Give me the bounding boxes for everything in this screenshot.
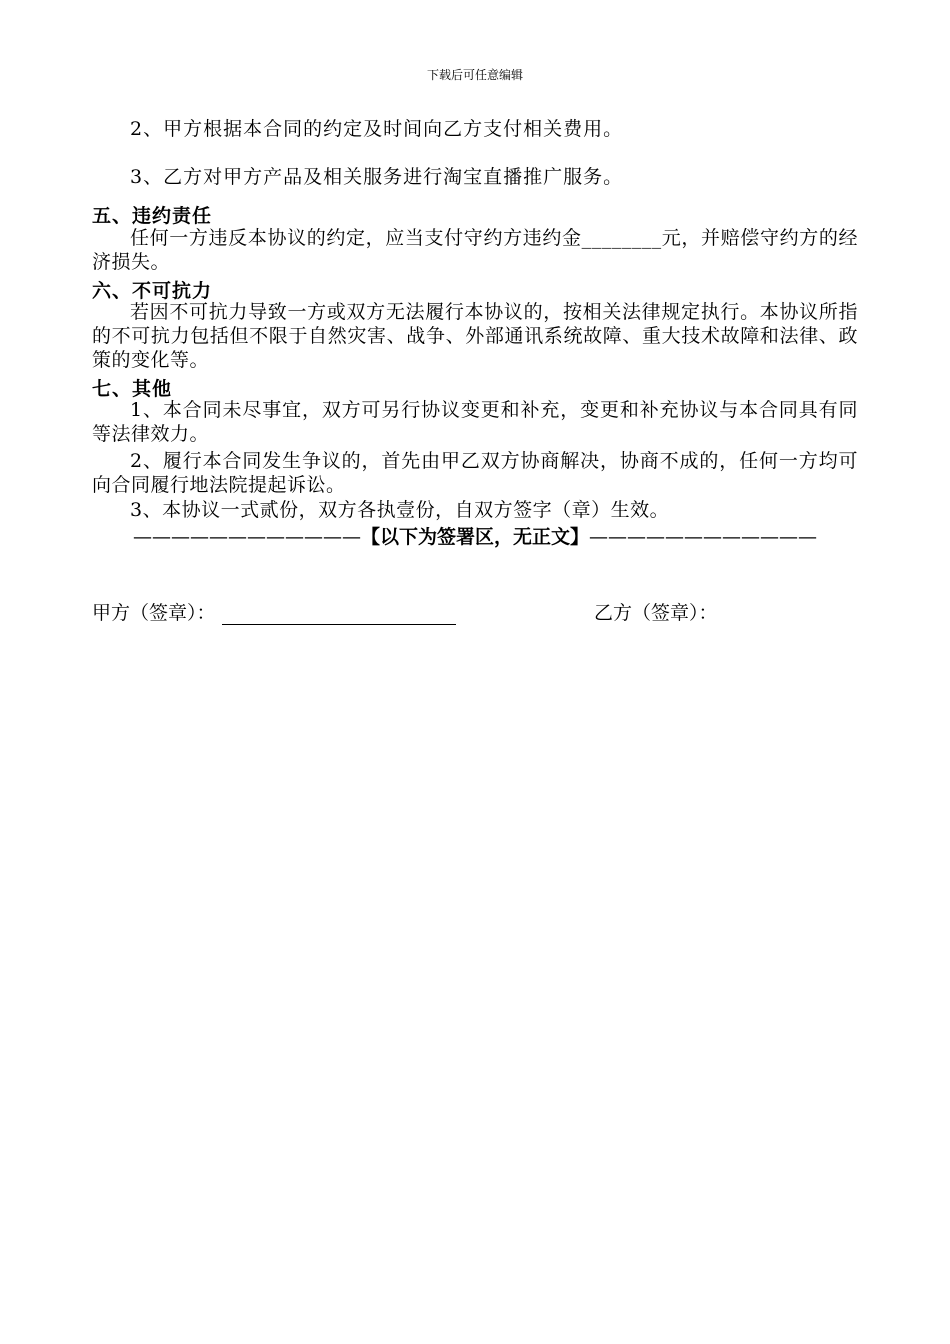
party-b-label: 乙方（签章）： (594, 602, 718, 624)
party-a-signature-line[interactable] (222, 602, 456, 625)
other-item-3: 3、本协议一式贰份，双方各执壹份，自双方签字（章）生效。 (130, 499, 670, 521)
section-heading-other: 七、其他 (92, 378, 173, 400)
party-b-signature (594, 598, 718, 625)
other-item-1: 1、本合同未尽事宜，双方可另行协议变更和补充，变更和补充协议与本合同具有同等法律效力。 (92, 399, 858, 445)
section-heading-force-majeure: 六、不可抗力 (92, 280, 213, 302)
party-a-signature (92, 598, 456, 625)
divider-dash-right: ———————————— (589, 526, 817, 548)
clause-item-3: 3、乙方对甲方产品及相关服务进行淘宝直播推广服务。 (130, 166, 624, 188)
divider-dash-left: ———————————— (132, 526, 361, 548)
section-paragraph-breach: 任何一方违反本协议的约定，应当支付守约方违约金________元，并赔偿守约方的经济损失。 (92, 227, 858, 273)
party-a-label: 甲方（签章）： (92, 602, 216, 624)
divider-text: 【以下为签署区，无正文】 (360, 526, 589, 548)
section-paragraph-force-majeure: 若因不可抗力导致一方或双方无法履行本协议的，按相关法律规定执行。本协议所指的不可抗力包括但不限于自然灾害、战争、外部通讯系统故障、重大技术故障和法律、政策的变化等。 (92, 301, 858, 371)
section-heading-breach: 五、违约责任 (92, 205, 213, 227)
signature-divider (92, 522, 858, 549)
clause-item-2: 2、甲方根据本合同的约定及时间向乙方支付相关费用。 (130, 118, 624, 140)
other-item-2: 2、履行本合同发生争议的，首先由甲乙双方协商解决，协商不成的，任何一方均可向合同履行地法院提起诉讼。 (92, 450, 858, 496)
header-note: 下载后可任意编辑 (426, 68, 523, 82)
